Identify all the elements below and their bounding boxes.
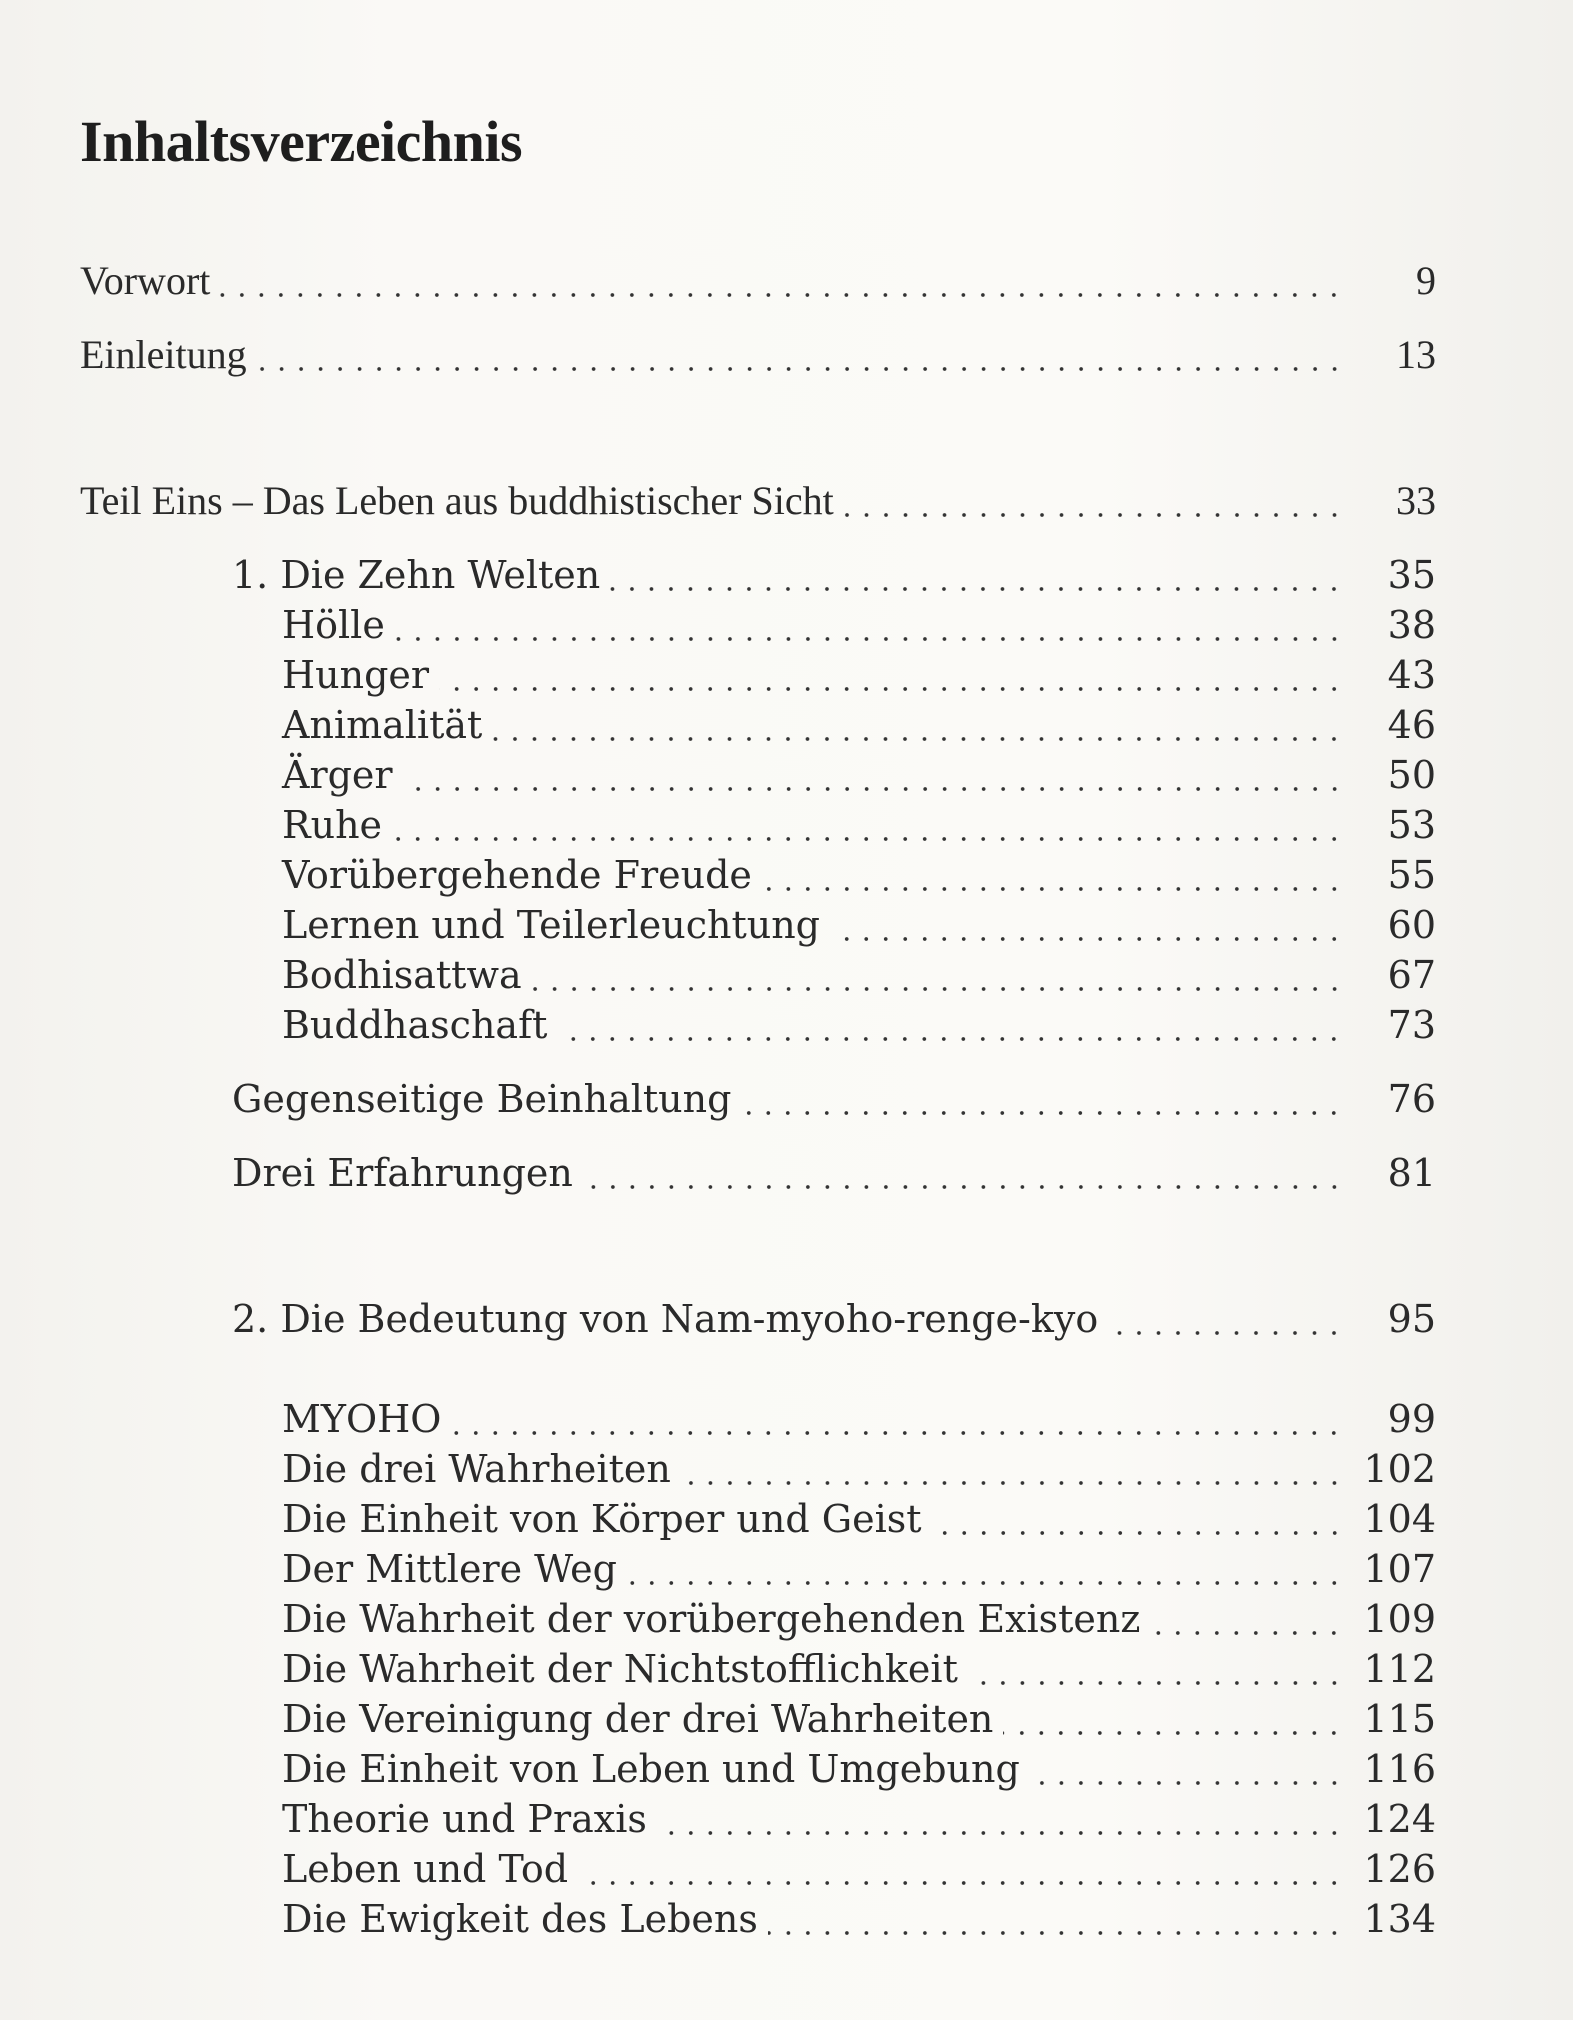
toc-entry-label: Buddhaschaft [282,1003,548,1047]
toc-entry-label: Vorwort [80,258,211,303]
toc-entry-page: 50 [1387,753,1436,797]
toc-entry-label: 2. Die Bedeutung von Nam-myoho-renge-kyo [232,1297,1099,1341]
toc-entry-page: 60 [1387,903,1436,947]
toc-entry [282,852,1436,898]
toc-entry [232,1150,1436,1196]
toc-entry-label: Die Ewigkeit des Lebens [282,1897,758,1941]
dot-leader [844,512,1344,518]
toc-entry-page: 107 [1363,1547,1436,1591]
toc-entry-page: 134 [1363,1897,1436,1941]
toc-entry-page: 53 [1387,803,1436,847]
toc-entry-page: 115 [1363,1697,1436,1741]
dot-leader [1003,1730,1344,1736]
toc-entry [282,1446,1436,1492]
toc-entry-label: Gegenseitige Beinhaltung [232,1077,732,1121]
toc-entry [282,1796,1436,1842]
toc-entry-label: Bodhisattwa [282,953,522,997]
toc-entry [282,1696,1436,1742]
toc-entry-page: 81 [1387,1151,1436,1195]
dot-leader [627,1580,1344,1586]
toc-entry-label: Theorie und Praxis [282,1797,647,1841]
dot-leader [681,1480,1344,1486]
toc-entry [282,1746,1436,1792]
dot-leader [657,1830,1344,1836]
toc-entry-label: MYOHO [282,1397,442,1441]
toc-entry-page: 99 [1387,1397,1436,1441]
toc-entry-label: Der Mittlere Weg [282,1547,617,1591]
toc-entry [282,1546,1436,1592]
toc-entry-label: Die Einheit von Körper und Geist [282,1497,922,1541]
toc-entry-page: 112 [1363,1647,1436,1691]
toc-entry [282,1496,1436,1542]
toc-entry-page: 126 [1363,1847,1436,1891]
toc-entry-page: 35 [1387,553,1436,597]
dot-leader [1030,1780,1344,1786]
toc-entry [282,1396,1436,1442]
dot-leader [583,1184,1344,1190]
toc-entry [232,1076,1436,1122]
toc-entry-label: Die Vereinigung der drei Wahrheiten [282,1697,994,1741]
toc-entry [282,752,1436,798]
toc-entry-page: 46 [1387,703,1436,747]
toc-entry [282,1596,1436,1642]
dot-leader [768,1930,1344,1936]
toc-entry-label: Die Einheit von Leben und Umgebung [282,1747,1020,1791]
toc-entry-page: 95 [1387,1297,1436,1341]
dot-leader [1108,1330,1344,1336]
toc-entry-label: 1. Die Zehn Welten [232,553,601,597]
dot-leader [492,736,1344,742]
dot-leader [220,292,1344,298]
toc-entry [282,602,1436,648]
toc-entry [282,702,1436,748]
dot-leader [392,836,1344,842]
toc-entry-page: 55 [1387,853,1436,897]
toc-entry-page: 76 [1387,1077,1436,1121]
page-title: Inhaltsverzeichnis [80,109,523,174]
dot-leader [741,1110,1344,1116]
toc-entry-label: Hunger [282,653,430,697]
toc-entry-label: Drei Erfahrungen [232,1151,573,1195]
toc-entry-label: Einleitung [80,332,247,377]
toc-entry-label: Leben und Tod [282,1847,569,1891]
dot-leader [762,886,1344,892]
toc-entry-page: 73 [1387,1003,1436,1047]
toc-entry-page: 67 [1387,953,1436,997]
dot-leader [439,686,1344,692]
toc-entry-label: Ärger [282,753,393,797]
toc-entry [282,802,1436,848]
dot-leader [1150,1630,1344,1636]
toc-entry [282,902,1436,948]
toc-entry [282,952,1436,998]
dot-leader [557,1036,1344,1042]
toc-entry-page: 124 [1363,1797,1436,1841]
toc-entry-page: 38 [1387,603,1436,647]
toc-entry-page: 9 [1416,258,1436,303]
dot-leader [610,586,1344,592]
toc-entry-page: 43 [1387,653,1436,697]
dot-leader [403,786,1344,792]
toc-entry [232,1296,1436,1342]
toc-entry [282,1846,1436,1892]
toc-entry-page: 13 [1396,332,1436,377]
toc-entry-label: Ruhe [282,803,383,847]
toc-entry-page: 109 [1363,1597,1436,1641]
dot-leader [532,986,1344,992]
toc-entry [282,1002,1436,1048]
toc-entry-label: Vorübergehende Freude [282,853,752,897]
toc-entry [282,652,1436,698]
toc-entry-label: Teil Eins – Das Leben aus buddhistischer Sicht [80,478,834,523]
dot-leader [257,366,1344,372]
toc-entry-label: Hölle [282,603,385,647]
dot-leader [830,936,1344,942]
toc-entry [80,478,1436,524]
dot-leader [451,1430,1344,1436]
dot-leader [395,636,1344,642]
toc-entry-label: Lernen und Teilerleuchtung [282,903,821,947]
toc-entry-label: Die Wahrheit der Nichtstofflichkeit [282,1647,958,1691]
toc-entry [80,258,1436,304]
toc-entry [282,1896,1436,1942]
toc-entry [282,1646,1436,1692]
dot-leader [932,1530,1344,1536]
dot-leader [578,1880,1344,1886]
toc-entry [80,332,1436,378]
toc-entry-label: Die Wahrheit der vorübergehenden Existenz [282,1597,1141,1641]
toc-entry-page: 102 [1363,1447,1436,1491]
toc-entry-page: 116 [1363,1747,1436,1791]
toc-entry-label: Animalität [282,703,483,747]
toc-entry-label: Die drei Wahrheiten [282,1447,671,1491]
toc-entry [232,552,1436,598]
dot-leader [968,1680,1344,1686]
toc-entry-page: 104 [1363,1497,1436,1541]
toc-entry-page: 33 [1396,478,1436,523]
